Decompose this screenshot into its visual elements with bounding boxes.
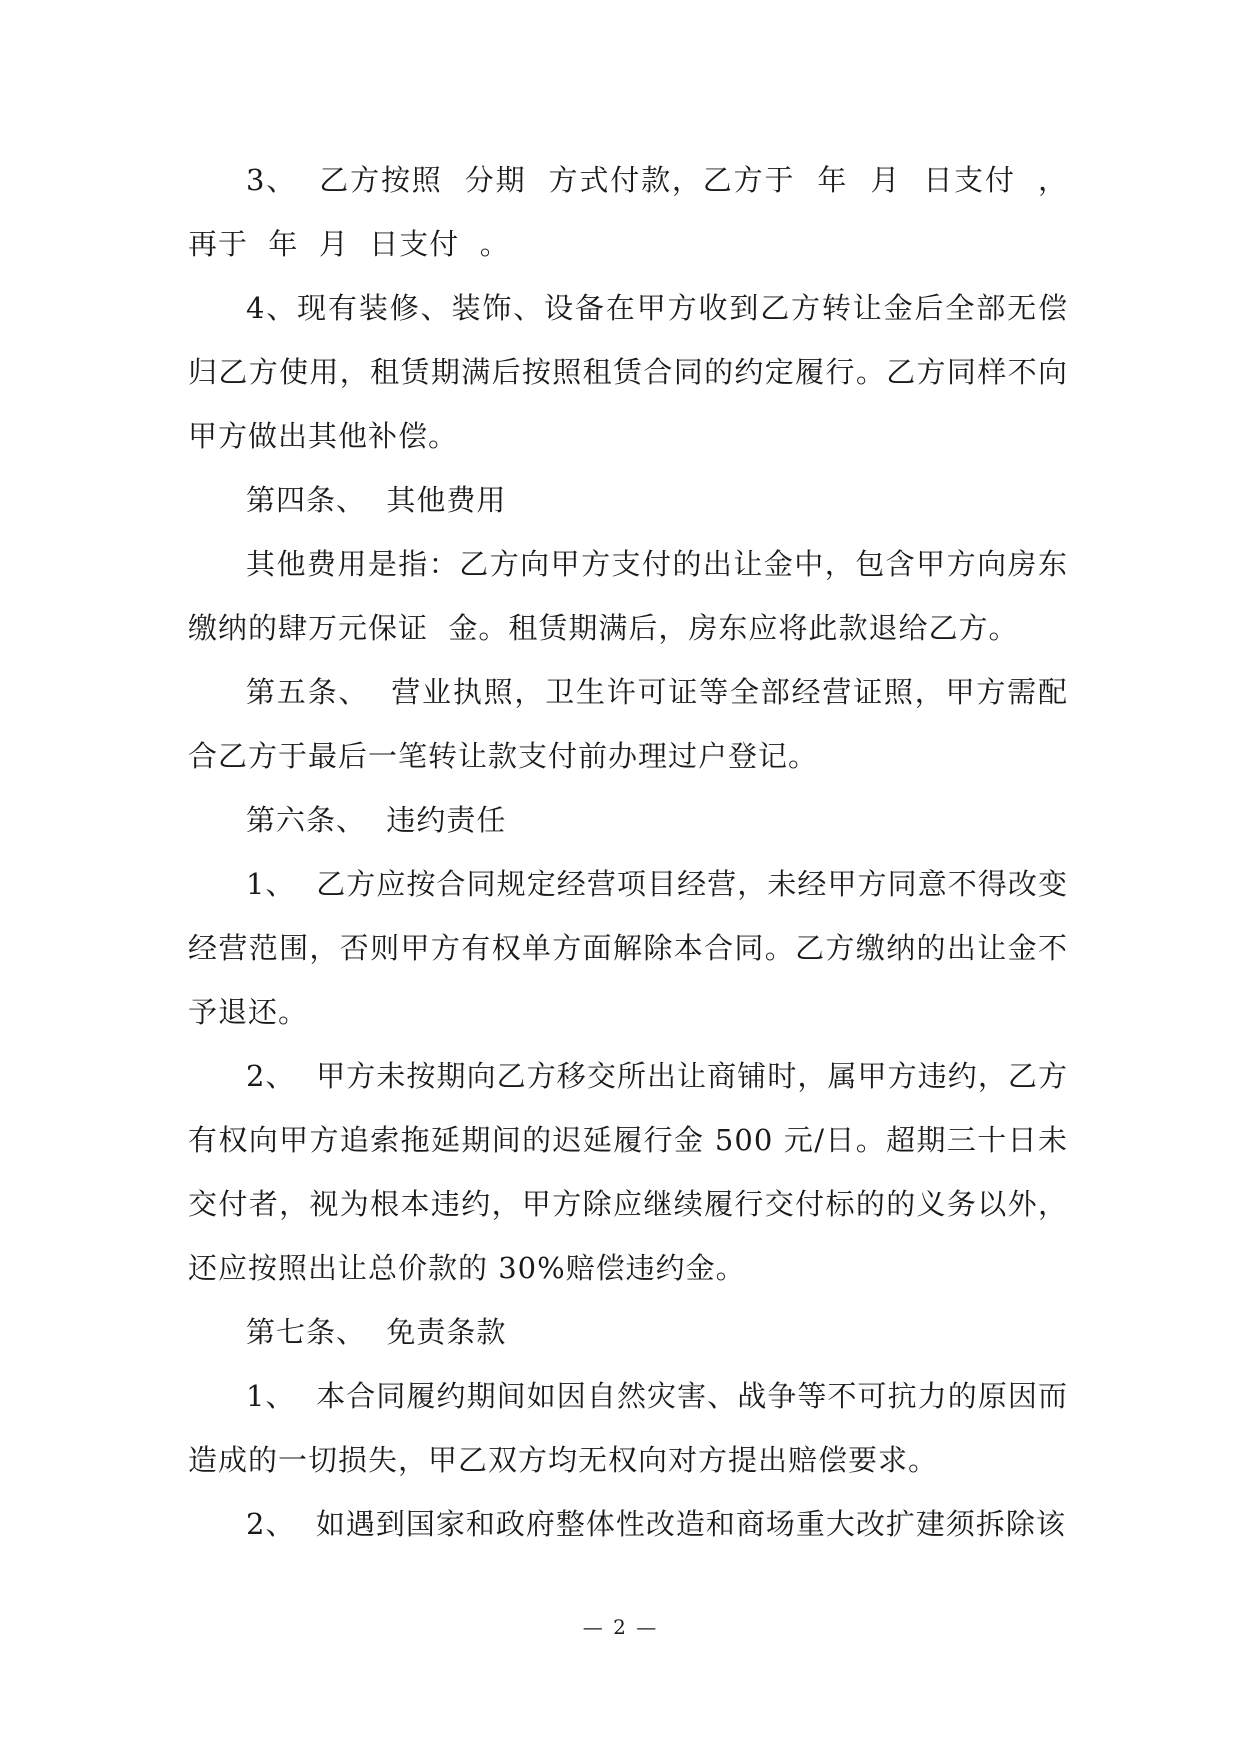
paragraph-renovation-equipment: 4、现有装修、装饰、设备在甲方收到乙方转让金后全部无偿归乙方使用，租赁期满后按照租赁合同的约定履行。乙方同样不向甲方做出其他补偿。: [188, 291, 1068, 453]
paragraph-payment-installments: 3、 乙方按照 分期 方式付款，乙方于 年 月 日支付 ，再于 年 月 日支付 。: [188, 163, 1068, 261]
paragraph-exemption-1: 1、 本合同履约期间如因自然灾害、战争等不可抗力的原因而造成的一切损失，甲乙双方均无权向对方提出赔偿要求。: [188, 1379, 1068, 1477]
paragraph-article-5-licenses: 第五条、 营业执照，卫生许可证等全部经营证照，甲方需配合乙方于最后一笔转让款支付前办理过户登记。: [188, 675, 1068, 773]
heading-article-6: 第六条、 违约责任: [246, 803, 507, 837]
document-body: [188, 148, 1068, 1556]
page-number: — 2 —: [582, 1615, 659, 1639]
paragraph-other-fees: 其他费用是指：乙方向甲方支付的出让金中，包含甲方向房东缴纳的肆万元保证 金。租赁期满后，房东应将此款退给乙方。: [188, 547, 1068, 645]
heading-article-7: 第七条、 免责条款: [246, 1315, 507, 1349]
paragraph-breach-2: 2、 甲方未按期向乙方移交所出让商铺时，属甲方违约，乙方有权向甲方追索拖延期间的迟延履行金 500 元/日。超期三十日未交付者，视为根本违约，甲方除应继续履行交付标的的义务以外，还应按照出让总价款的 30%赔偿违约金。: [188, 1059, 1068, 1285]
paragraph-breach-1: 1、 乙方应按合同规定经营项目经营，未经甲方同意不得改变经营范围，否则甲方有权单方面解除本合同。乙方缴纳的出让金不予退还。: [188, 867, 1068, 1029]
paragraph-exemption-2: 2、 如遇到国家和政府整体性改造和商场重大改扩建须拆除该: [246, 1507, 1066, 1541]
heading-article-4: 第四条、 其他费用: [246, 483, 507, 517]
